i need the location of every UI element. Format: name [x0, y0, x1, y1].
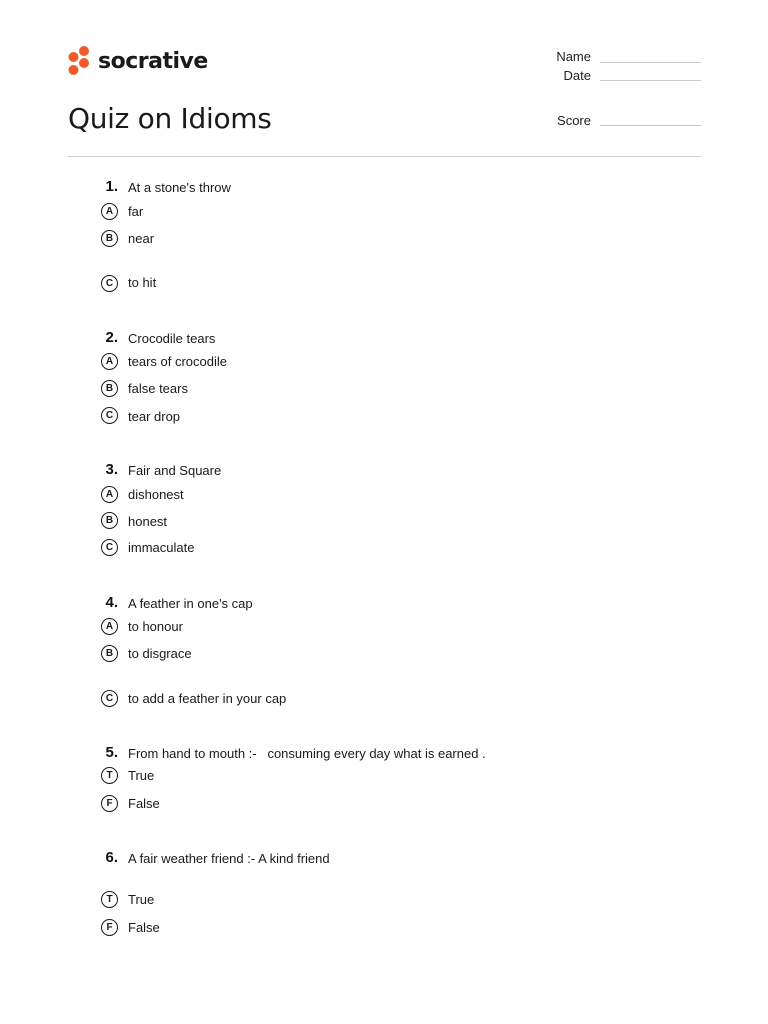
header-divider: [68, 156, 701, 157]
socrative-logo: [68, 46, 208, 78]
option-false-bubble[interactable]: F: [101, 795, 118, 812]
option-text: True: [128, 768, 155, 783]
option-text: tears of crocodile: [128, 354, 227, 369]
option-text: honest: [128, 514, 168, 529]
option-b-bubble[interactable]: B: [101, 645, 118, 662]
date-field[interactable]: [600, 80, 701, 81]
option-text: to disgrace: [128, 646, 192, 661]
option-true-bubble[interactable]: T: [101, 891, 118, 908]
option-true-bubble[interactable]: T: [101, 767, 118, 784]
option-text: far: [128, 204, 144, 219]
question-number: 3.: [105, 461, 118, 478]
option-c-bubble[interactable]: C: [101, 407, 118, 424]
score-label: Score: [557, 113, 591, 128]
option-c-bubble[interactable]: C: [101, 275, 118, 292]
name-field[interactable]: [600, 62, 701, 63]
socrative-logo-icon: [68, 46, 92, 78]
option-false-bubble[interactable]: F: [101, 919, 118, 936]
option-b-bubble[interactable]: B: [101, 230, 118, 247]
question-text: At a stone's throw: [128, 180, 231, 195]
option-a-bubble[interactable]: A: [101, 486, 118, 503]
question-text: A fair weather friend :- A kind friend: [128, 851, 330, 866]
option-text: True: [128, 892, 155, 907]
question-text: A feather in one's cap: [128, 596, 253, 611]
score-field[interactable]: [600, 125, 701, 126]
option-text: tear drop: [128, 409, 181, 424]
option-a-bubble[interactable]: A: [101, 203, 118, 220]
option-text: to add a feather in your cap: [128, 691, 287, 706]
option-a-bubble[interactable]: A: [101, 353, 118, 370]
question-number: 2.: [105, 329, 118, 346]
option-c-bubble[interactable]: C: [101, 690, 118, 707]
option-text: False: [128, 796, 160, 811]
question-text: Fair and Square: [128, 463, 222, 478]
option-b-bubble[interactable]: B: [101, 512, 118, 529]
option-text: to honour: [128, 619, 183, 634]
option-text: to hit: [128, 275, 157, 290]
date-label: Date: [563, 68, 591, 83]
question-text: From hand to mouth :- consuming every day what is earned .: [128, 746, 486, 761]
option-text: false tears: [128, 381, 188, 396]
option-c-bubble[interactable]: C: [101, 539, 118, 556]
question-number: 1.: [105, 178, 118, 195]
name-label: Name: [556, 49, 591, 64]
question-text: Crocodile tears: [128, 331, 216, 346]
question-number: 5.: [105, 744, 118, 761]
option-b-bubble[interactable]: B: [101, 380, 118, 397]
logo-wordmark: socrative: [98, 48, 208, 74]
option-text: dishonest: [128, 487, 184, 502]
question-number: 6.: [105, 849, 118, 866]
option-text: immaculate: [128, 540, 195, 555]
option-a-bubble[interactable]: A: [101, 618, 118, 635]
question-number: 4.: [105, 594, 118, 611]
option-text: False: [128, 920, 160, 935]
page-title: Quiz on Idioms: [68, 102, 272, 135]
option-text: near: [128, 231, 155, 246]
